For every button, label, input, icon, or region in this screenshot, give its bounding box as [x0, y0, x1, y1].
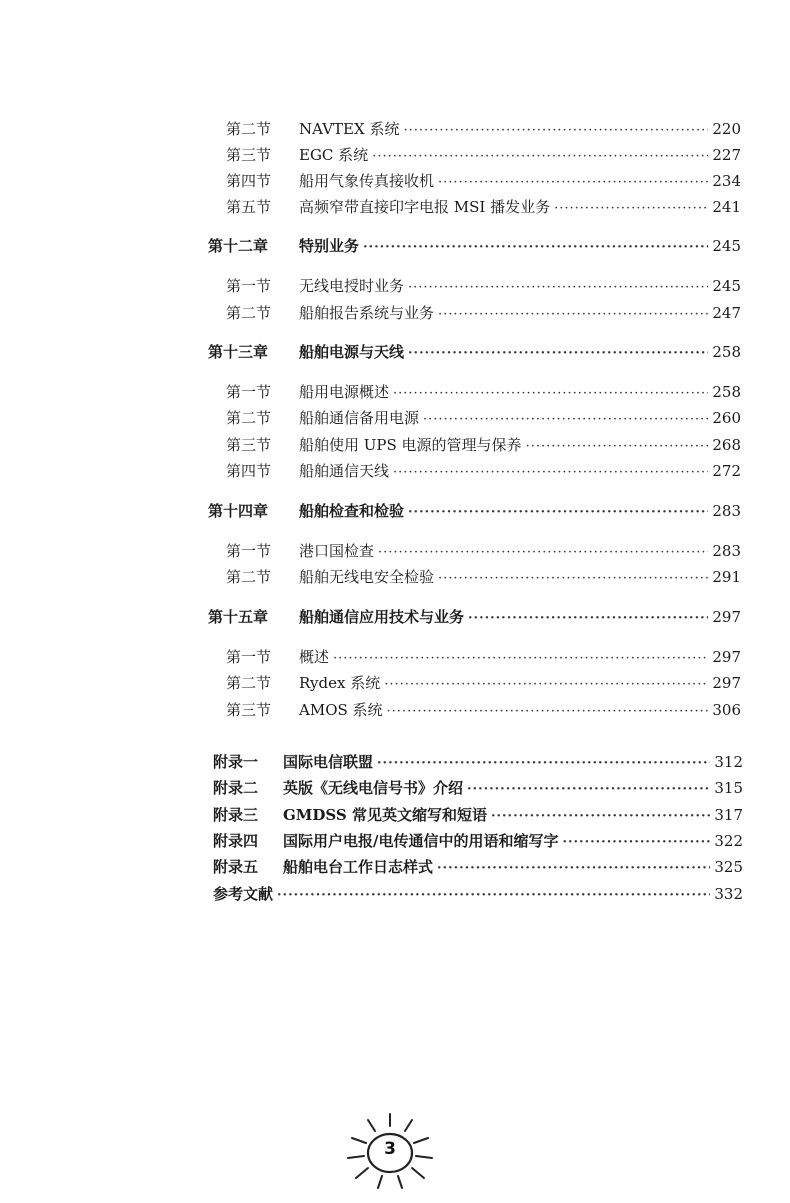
page-number: 241 [712, 198, 741, 216]
page-number: 258 [712, 343, 741, 361]
section-title: 港口国检查 [299, 542, 375, 560]
appendix-title: GMDSS 常见英文缩写和短语 [283, 806, 487, 824]
page-number: 322 [714, 832, 743, 850]
chapter-title: 船舶通信应用技术与业务 [299, 608, 465, 626]
leader-dots [384, 675, 708, 695]
leader-dots [562, 833, 710, 853]
page-number: 306 [712, 701, 741, 719]
references-title: 参考文献 [213, 885, 274, 903]
leader-dots [408, 503, 708, 523]
page-number: 272 [712, 462, 741, 480]
page-number: 227 [712, 146, 741, 164]
section-title: 船舶使用 UPS 电源的管理与保养 [299, 436, 522, 454]
section-title: EGC 系统 [299, 146, 369, 164]
section-label: 第五节 [226, 198, 272, 216]
leader-dots [277, 886, 710, 906]
page-number-label: 3 [384, 1139, 396, 1159]
toc-section-entry [226, 171, 741, 193]
leader-dots [372, 147, 708, 167]
leader-dots [438, 569, 708, 589]
page-number: 268 [712, 436, 741, 454]
page-number: 317 [714, 806, 743, 824]
section-label: 第二节 [226, 409, 272, 427]
toc-section-entry [226, 303, 741, 325]
section-label: 第二节 [226, 568, 272, 586]
toc-chapter-entry [208, 501, 741, 523]
section-title: AMOS 系统 [299, 701, 383, 719]
chapter-title: 船舶电源与天线 [299, 343, 405, 361]
leader-dots [491, 807, 710, 827]
section-title: NAVTEX 系统 [299, 120, 400, 138]
appendix-title: 英版《无线电信号书》介绍 [283, 779, 464, 797]
toc-section-entry [226, 145, 741, 167]
section-label: 第一节 [226, 542, 272, 560]
page-number: 260 [712, 409, 741, 427]
toc-section-entry [226, 276, 741, 298]
section-title: 无线电授时业务 [299, 277, 405, 295]
appendix-title: 船舶电台工作日志样式 [283, 858, 434, 876]
section-title: 概述 [299, 648, 330, 666]
section-label: 第二节 [226, 120, 272, 138]
toc-section-entry [226, 119, 741, 141]
toc-appendix-entry [213, 805, 743, 827]
toc-appendix-entry [213, 831, 743, 853]
section-label: 第四节 [226, 172, 272, 190]
toc-references-entry [213, 884, 743, 906]
section-label: 第四节 [226, 462, 272, 480]
section-label: 第一节 [226, 277, 272, 295]
chapter-label: 第十四章 [208, 502, 269, 520]
leader-dots [467, 780, 710, 800]
page-number: 245 [712, 277, 741, 295]
toc-section-entry [226, 382, 741, 404]
appendix-title: 国际电信联盟 [283, 753, 374, 771]
leader-dots [403, 121, 708, 141]
section-label: 第三节 [226, 701, 272, 719]
leader-dots [468, 609, 708, 629]
section-title: 船用气象传真接收机 [299, 172, 435, 190]
page-number: 283 [712, 502, 741, 520]
toc-chapter-entry [208, 342, 741, 364]
page-number: 325 [714, 858, 743, 876]
toc-section-entry [226, 461, 741, 483]
section-title: 船舶无线电安全检验 [299, 568, 435, 586]
leader-dots [387, 702, 709, 722]
section-title: 船用电源概述 [299, 383, 390, 401]
toc-section-entry [226, 541, 741, 563]
section-label: 第三节 [226, 436, 272, 454]
chapter-title: 特别业务 [299, 237, 360, 255]
leader-dots [438, 173, 708, 193]
page-number: 332 [714, 885, 743, 903]
page-number: 297 [712, 608, 741, 626]
toc-section-entry [226, 567, 741, 589]
section-label: 第三节 [226, 146, 272, 164]
section-title: 船舶通信天线 [299, 462, 390, 480]
toc-section-entry [226, 700, 741, 722]
toc-section-entry [226, 435, 741, 457]
leader-dots [378, 543, 708, 563]
page-footer [344, 1110, 436, 1196]
leader-dots [408, 278, 708, 298]
section-label: 第一节 [226, 648, 272, 666]
appendix-label: 附录五 [213, 858, 259, 876]
leader-dots [526, 437, 709, 457]
toc-section-entry [226, 197, 741, 219]
toc-section-entry [226, 408, 741, 430]
chapter-label: 第十二章 [208, 237, 269, 255]
leader-dots [377, 754, 710, 774]
chapter-label: 第十五章 [208, 608, 269, 626]
section-title: 船舶通信备用电源 [299, 409, 420, 427]
page-number: 245 [712, 237, 741, 255]
leader-dots [423, 410, 708, 430]
page-number: 297 [712, 648, 741, 666]
appendix-title: 国际用户电报/电传通信中的用语和缩写字 [283, 832, 559, 850]
leader-dots [437, 859, 710, 879]
toc-chapter-entry [208, 236, 741, 258]
chapter-title: 船舶检查和检验 [299, 502, 405, 520]
leader-dots [408, 344, 708, 364]
page-number: 220 [712, 120, 741, 138]
appendix-label: 附录一 [213, 753, 259, 771]
leader-dots [438, 305, 708, 325]
section-title: 船舶报告系统与业务 [299, 304, 435, 322]
page-number: 312 [714, 753, 743, 771]
toc-section-entry [226, 673, 741, 695]
toc-chapter-entry [208, 607, 741, 629]
toc-appendix-entry [213, 857, 743, 879]
appendix-label: 附录三 [213, 806, 259, 824]
chapter-label: 第十三章 [208, 343, 269, 361]
leader-dots [393, 384, 708, 404]
toc-section-entry [226, 647, 741, 669]
section-label: 第二节 [226, 674, 272, 692]
section-title: 高频窄带直接印字电报 MSI 播发业务 [299, 198, 551, 216]
page-number: 297 [712, 674, 741, 692]
page-number: 258 [712, 383, 741, 401]
leader-dots [363, 238, 708, 258]
section-label: 第一节 [226, 383, 272, 401]
page-number: 247 [712, 304, 741, 322]
appendix-label: 附录四 [213, 832, 259, 850]
section-title: Rydex 系统 [299, 674, 381, 692]
leader-dots [554, 199, 708, 219]
page-number: 291 [712, 568, 741, 586]
appendix-label: 附录二 [213, 779, 259, 797]
page-number: 283 [712, 542, 741, 560]
leader-dots [333, 649, 708, 669]
page-number: 234 [712, 172, 741, 190]
toc-appendix-entry [213, 778, 743, 800]
toc-appendix-entry [213, 752, 743, 774]
leader-dots [393, 463, 708, 483]
section-label: 第二节 [226, 304, 272, 322]
page-number: 315 [714, 779, 743, 797]
